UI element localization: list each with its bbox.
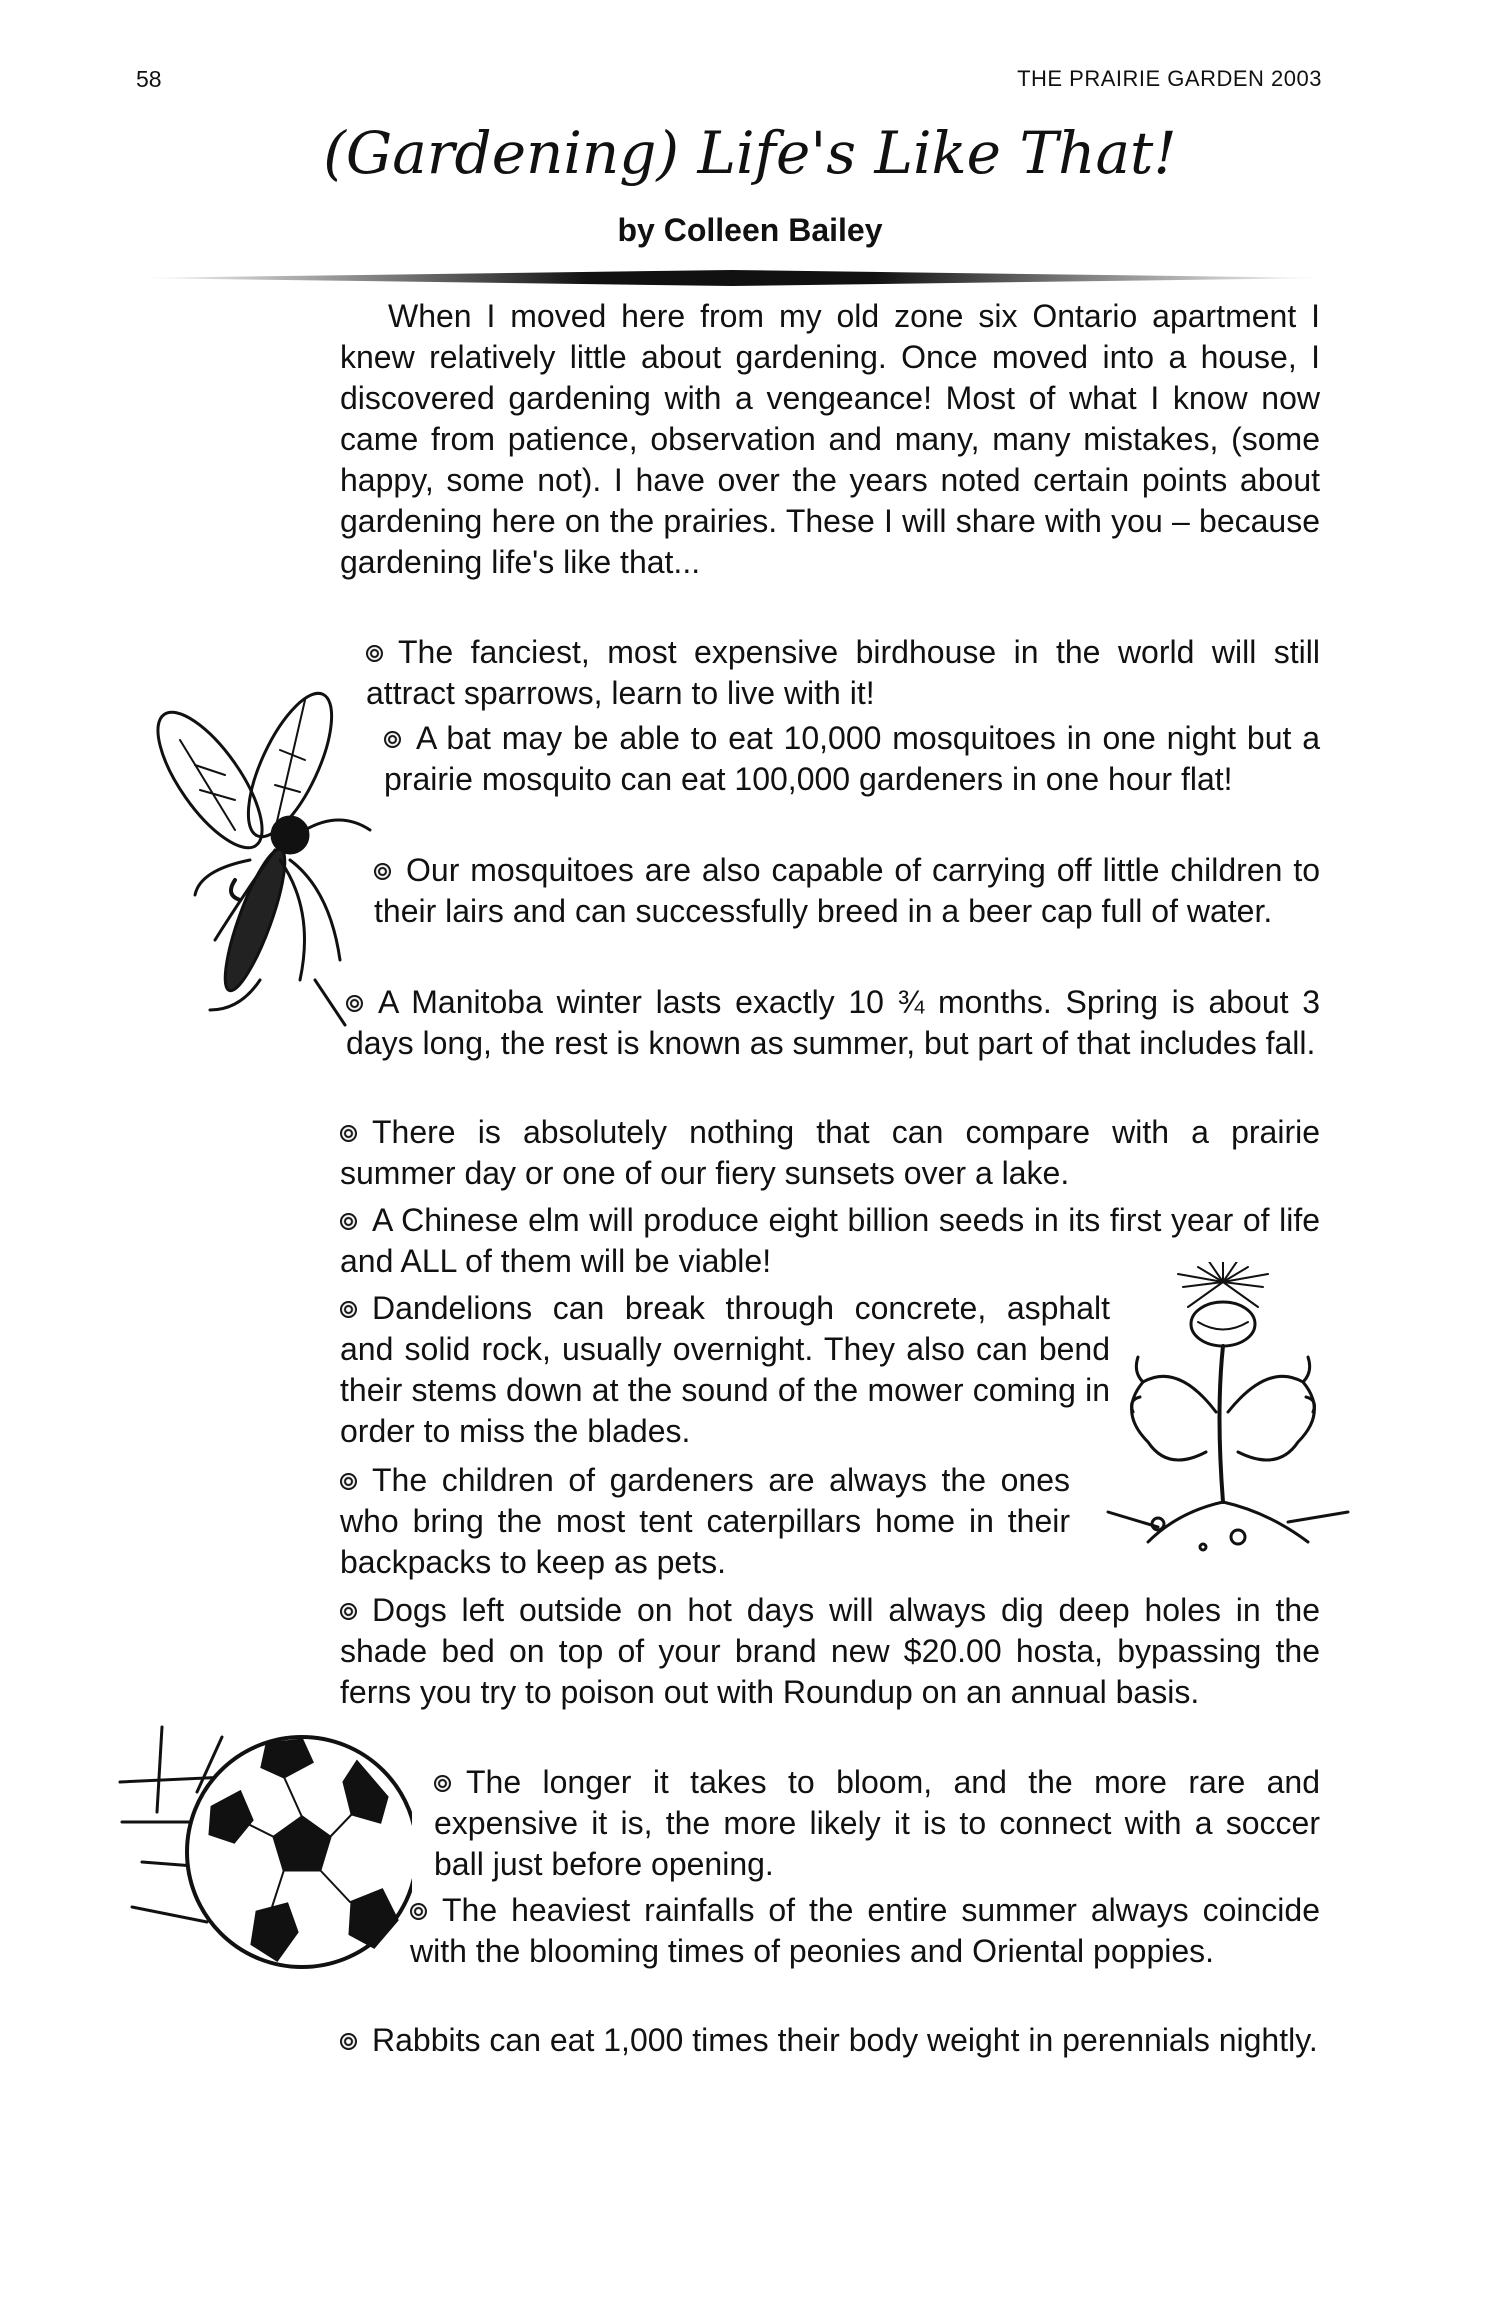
flower-bullet-icon [410,1903,427,1920]
list-item-text: Dandelions can break through concrete, asphalt and solid rock, usually overnight. They also can bend their stems down at the sound of the mower coming in order to miss the blades. [340,1290,1110,1449]
list-item [374,850,1320,932]
page-number: 58 [136,66,162,92]
list-item-text: The longer it takes to bloom, and the more rare and expensive it is, the more likely it is to connect with a soccer ball just before opening. [434,1764,1320,1882]
list-item [384,718,1320,800]
flower-bullet-icon [366,645,383,662]
list-item-text: The children of gardeners are always the ones who bring the most tent caterpillars home in their backpacks to keep as pets. [340,1462,1070,1580]
flower-bullet-icon [384,731,401,748]
list-item-text: A Chinese elm will produce eight billion seeds in its first year of life and ALL of them will be viable! [340,1202,1320,1279]
article-title: (Gardening) Life's Like That! [323,119,1177,187]
flower-bullet-icon [340,2033,357,2050]
list-item-text: A bat may be able to eat 10,000 mosquitoes in one night but a prairie mosquito can eat 100,000 gardeners in one hour flat! [384,720,1320,797]
list-item [340,1460,1070,1583]
intro-paragraph: When I moved here from my old zone six Ontario apartment I knew relatively little about gardening. Once moved into a house, I discovered gardening with a vengeance! Most of what I know now came from patience, observation and many, many mistakes, (some happy, some not). I have over the years noted certain points about gardening here on the prairies. These I will share with you – because gardening life's like that... [340,298,1320,580]
list-item [340,1288,1110,1452]
flower-bullet-icon [340,1473,357,1490]
list-item-text: Dogs left outside on hot days will always dig deep holes in the shade bed on top of your brand new $20.00 hosta, bypassing the ferns you try to poison out with Roundup on an annual basis. [340,1592,1320,1710]
flower-bullet-icon [340,1603,357,1620]
flower-bullet-icon [340,1125,357,1142]
page-header [0,66,1500,96]
list-item-text: Our mosquitoes are also capable of carrying off little children to their lairs and can successfully breed in a beer cap full of water. [374,852,1320,929]
running-head: THE PRAIRIE GARDEN 2003 [1017,66,1322,91]
list-item-text: Rabbits can eat 1,000 times their body weight in perennials nightly. [372,2022,1318,2058]
list-item [340,1112,1320,1194]
list-item [366,632,1320,714]
mosquito-icon [140,680,380,1040]
list-item [434,1762,1320,1885]
list-item-text: The fanciest, most expensive birdhouse in the world will still attract sparrows, learn to live with it! [366,634,1320,711]
list-item-text: There is absolutely nothing that can compare with a prairie summer day or one of our fiery sunsets over a lake. [340,1114,1320,1191]
list-item [340,2020,1320,2061]
flower-bullet-icon [340,1213,357,1230]
list-item [346,982,1320,1064]
list-item-text: The heaviest rainfalls of the entire summer always coincide with the blooming times of peonies and Oriental poppies. [410,1892,1320,1969]
article-byline: by Colleen Bailey [617,212,883,248]
soccer-ball-icon [112,1722,412,1982]
flexing-dandelion-icon [1088,1262,1358,1562]
flower-bullet-icon [434,1775,451,1792]
list-item-text: A Manitoba winter lasts exactly 10 ¾ months. Spring is about 3 days long, the rest is known as summer, but part of that includes fall. [346,984,1320,1061]
flower-bullet-icon [340,1301,357,1318]
list-item [340,1590,1320,1713]
title-divider [136,270,1326,286]
list-item [410,1890,1320,1972]
